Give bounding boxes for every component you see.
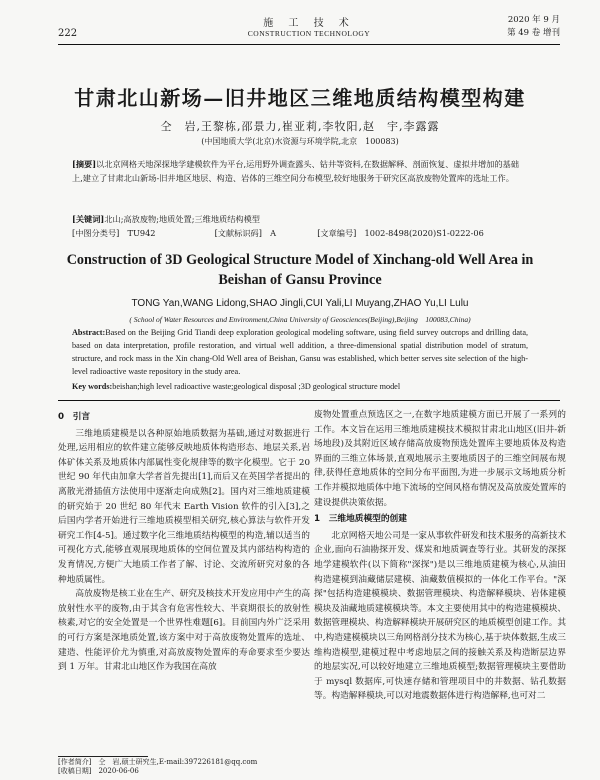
page-number: 222 xyxy=(58,28,78,39)
article-meta-cn xyxy=(72,228,528,239)
abstract-en-label: Abstract: xyxy=(72,328,106,337)
running-header xyxy=(58,14,560,42)
abstract-cn-label: [摘要] xyxy=(72,159,97,169)
clc-number: [中图分类号] TU942 xyxy=(72,228,156,238)
document-code: [文献标识码] A xyxy=(214,228,277,238)
keywords-cn-label: [关键词] xyxy=(72,214,105,224)
abstract-cn xyxy=(72,158,528,185)
issue-info xyxy=(507,14,560,40)
issue-date: 2020 年 9 月 xyxy=(507,15,560,25)
journal-name-cn: 施 工 技 术 xyxy=(263,18,355,29)
abstract-divider xyxy=(58,400,560,401)
body-paragraph: 高放废物是核工业在生产、研究及核技术开发应用中产生的高放射性水平的废物,由于其含有危害性较大、半衰期很长的放射性核素,对它的安全处置是一个世界性难题[6]。目前国内外广泛采用的可行方案是深地质处置,该方案中对于高放废物处置库的选址、建造、性能评价尤为慎重,对高放废物处置库的寿命要求至少要达到 1 万年。甘肃北山地区作为我国在高放 xyxy=(58,589,310,673)
abstract-cn-text: 以北京网格天地深探地学建模软件为平台,运用野外调查露头、钻井等资料,在数据解释、剖面恢复、虚拟井增加的基础上,建立了甘肃北山新场-旧井地区地层、构造、岩体的三维空间分布模型,较好地服务于研究区高放废物处置库的选址工作。 xyxy=(72,159,519,183)
section-heading-model: 1 三维地质模型的创建 xyxy=(314,514,407,525)
keywords-cn-text: 北山;高放废物;地质处置;三维地质结构模型 xyxy=(104,214,260,224)
footnote xyxy=(58,758,257,776)
paper-title-en: Construction of 3D Geological Structure Model of Xinchang-old Well Area in Beishan of Gansu Province xyxy=(66,252,534,288)
article-number: [文章编号] 1002-8498(2020)S1-0222-06 xyxy=(317,228,484,238)
affiliation-cn: (中国地质大学(北京)水资源与环境学院,北京 100083) xyxy=(201,137,399,146)
footnote-received-date: [收稿日期] 2020-06-06 xyxy=(58,767,139,775)
issue-volume: 第 49 卷 增刊 xyxy=(507,28,560,38)
journal-name xyxy=(58,14,560,38)
body-paragraph: 北京网格天地公司是一家从事软件研发和技术服务的高新技术企业,面向石油勘探开发、煤炭和地质调查等行业。其研发的深探地学建模软件(以下简称"深探")是以三维地质建模为核心,从油田构造建模到油藏储层建模、油藏数值模拟的一体化工作平台。"深探"包括构造建模模块、数据管理模块、构造解释模块、岩体建模模块及油藏地质建模模块等。本文主要使用其中的构造建模模块、数据管理模块、构造解释模块开展研究区的地质模型创建工作。其中,构造建模模块以三角网格剖分技术为核心,基于块体数据,生成三维构造模型,建模过程中考虑地层之间的接触关系及构造断层边界的地层实况,可以较好地建立三维地质模型;数据管理模块主要借助于 mysql 数据库,可快速存储和管理项目中的井数据、钻孔数据等。构造解释模块,可以对地震数据体进行构造解释,也可对二 xyxy=(314,530,566,702)
body-paragraph: 废物处置重点预选区之一,在数字地质建模方面已开展了一系列的工作。本文旨在运用三维地质建模技术模拟甘肃北山地区(旧井-新场地段)及其附近区域存储高放废物预选处置库主要地质体及构造界面的三维立体场景,直观地展示主要地质因子的三维空间展布规律,获得任意地质体的空间分布平面图,为进一步展示文场地质分析工作并模拟地质体中地下流场的空间风格布情况及高放废处置库的建设提供决策依据。 xyxy=(314,410,566,508)
footnote-rule xyxy=(58,756,148,757)
footnote-author-info: [作者简介] 仝 岩,硕士研究生,E-mail:397226181@qq.com xyxy=(58,758,258,766)
body-column-left xyxy=(58,408,310,675)
keywords-en-label: Key words: xyxy=(72,382,113,391)
journal-name-en: CONSTRUCTION TECHNOLOGY xyxy=(247,29,371,38)
body-paragraph: 三维地质建模是以各种原始地质数据为基础,通过对数据进行处理,运用相应的软件建立能够反映地质体构造形态、地层关系,岩体矿体关系及地质体内部属性变化规律等的数字化模型。它于 20 世纪 90 年代由加拿大学者首先提出[1],而后又在英国学者提出的离散光滑插值方法使用中逐渐走向成熟[2]。国内对三维地质建模的研究始于 20 世纪 80 年代末 Earth Vision 软件的引入[3],之后国内学者开始进行三维地质模型相关研究,核心算法与软件开发研究工作[4-5]。通过数字化三维地质结构模型的构造,辅以适当的可视化方式,能够直观展现地质体的空间位置及其内部结构构造的发育情况,方便广大地质工作者了解、讨论、交流所研究对象的各种地质属性。 xyxy=(58,428,310,585)
paper-title-cn: 甘肃北山新场—旧井地区三维地质结构模型构建 xyxy=(74,86,526,110)
keywords-en xyxy=(72,382,528,391)
author-list-cn: 仝 岩,王黎栋,邵景力,崔亚莉,李牧阳,赵 宇,李露露 xyxy=(160,120,440,133)
keywords-cn xyxy=(72,214,528,225)
affiliation-en: ( School of Water Resources and Environment,China University of Geosciences(Beijing),Beijing 100083,China) xyxy=(129,315,471,324)
author-list-en: TONG Yan,WANG Lidong,SHAO Jingli,CUI Yali,LI Muyang,ZHAO Yu,LI Lulu xyxy=(131,298,469,309)
header-rule xyxy=(58,44,560,45)
section-heading-intro: 0 引言 xyxy=(58,412,91,422)
abstract-en xyxy=(72,326,528,378)
abstract-en-text: Based on the Beijing Grid Tiandi deep exploration geological modeling software, using field survey outcrops and drilling data, based on data interpretation, profile restoration, and virtual well addition, a three-dimensional spatial distribution model of stratum, structure, and rock mass in the Xin chang-Old Well area of Beishan, Gansu was established, which better serves site selection of the high-level radioactive waste repository in the study area. xyxy=(72,328,528,376)
keywords-en-text: beishan;high level radioactive waste;geological disposal ;3D geological structure model xyxy=(112,382,401,391)
body-column-right xyxy=(314,408,566,704)
